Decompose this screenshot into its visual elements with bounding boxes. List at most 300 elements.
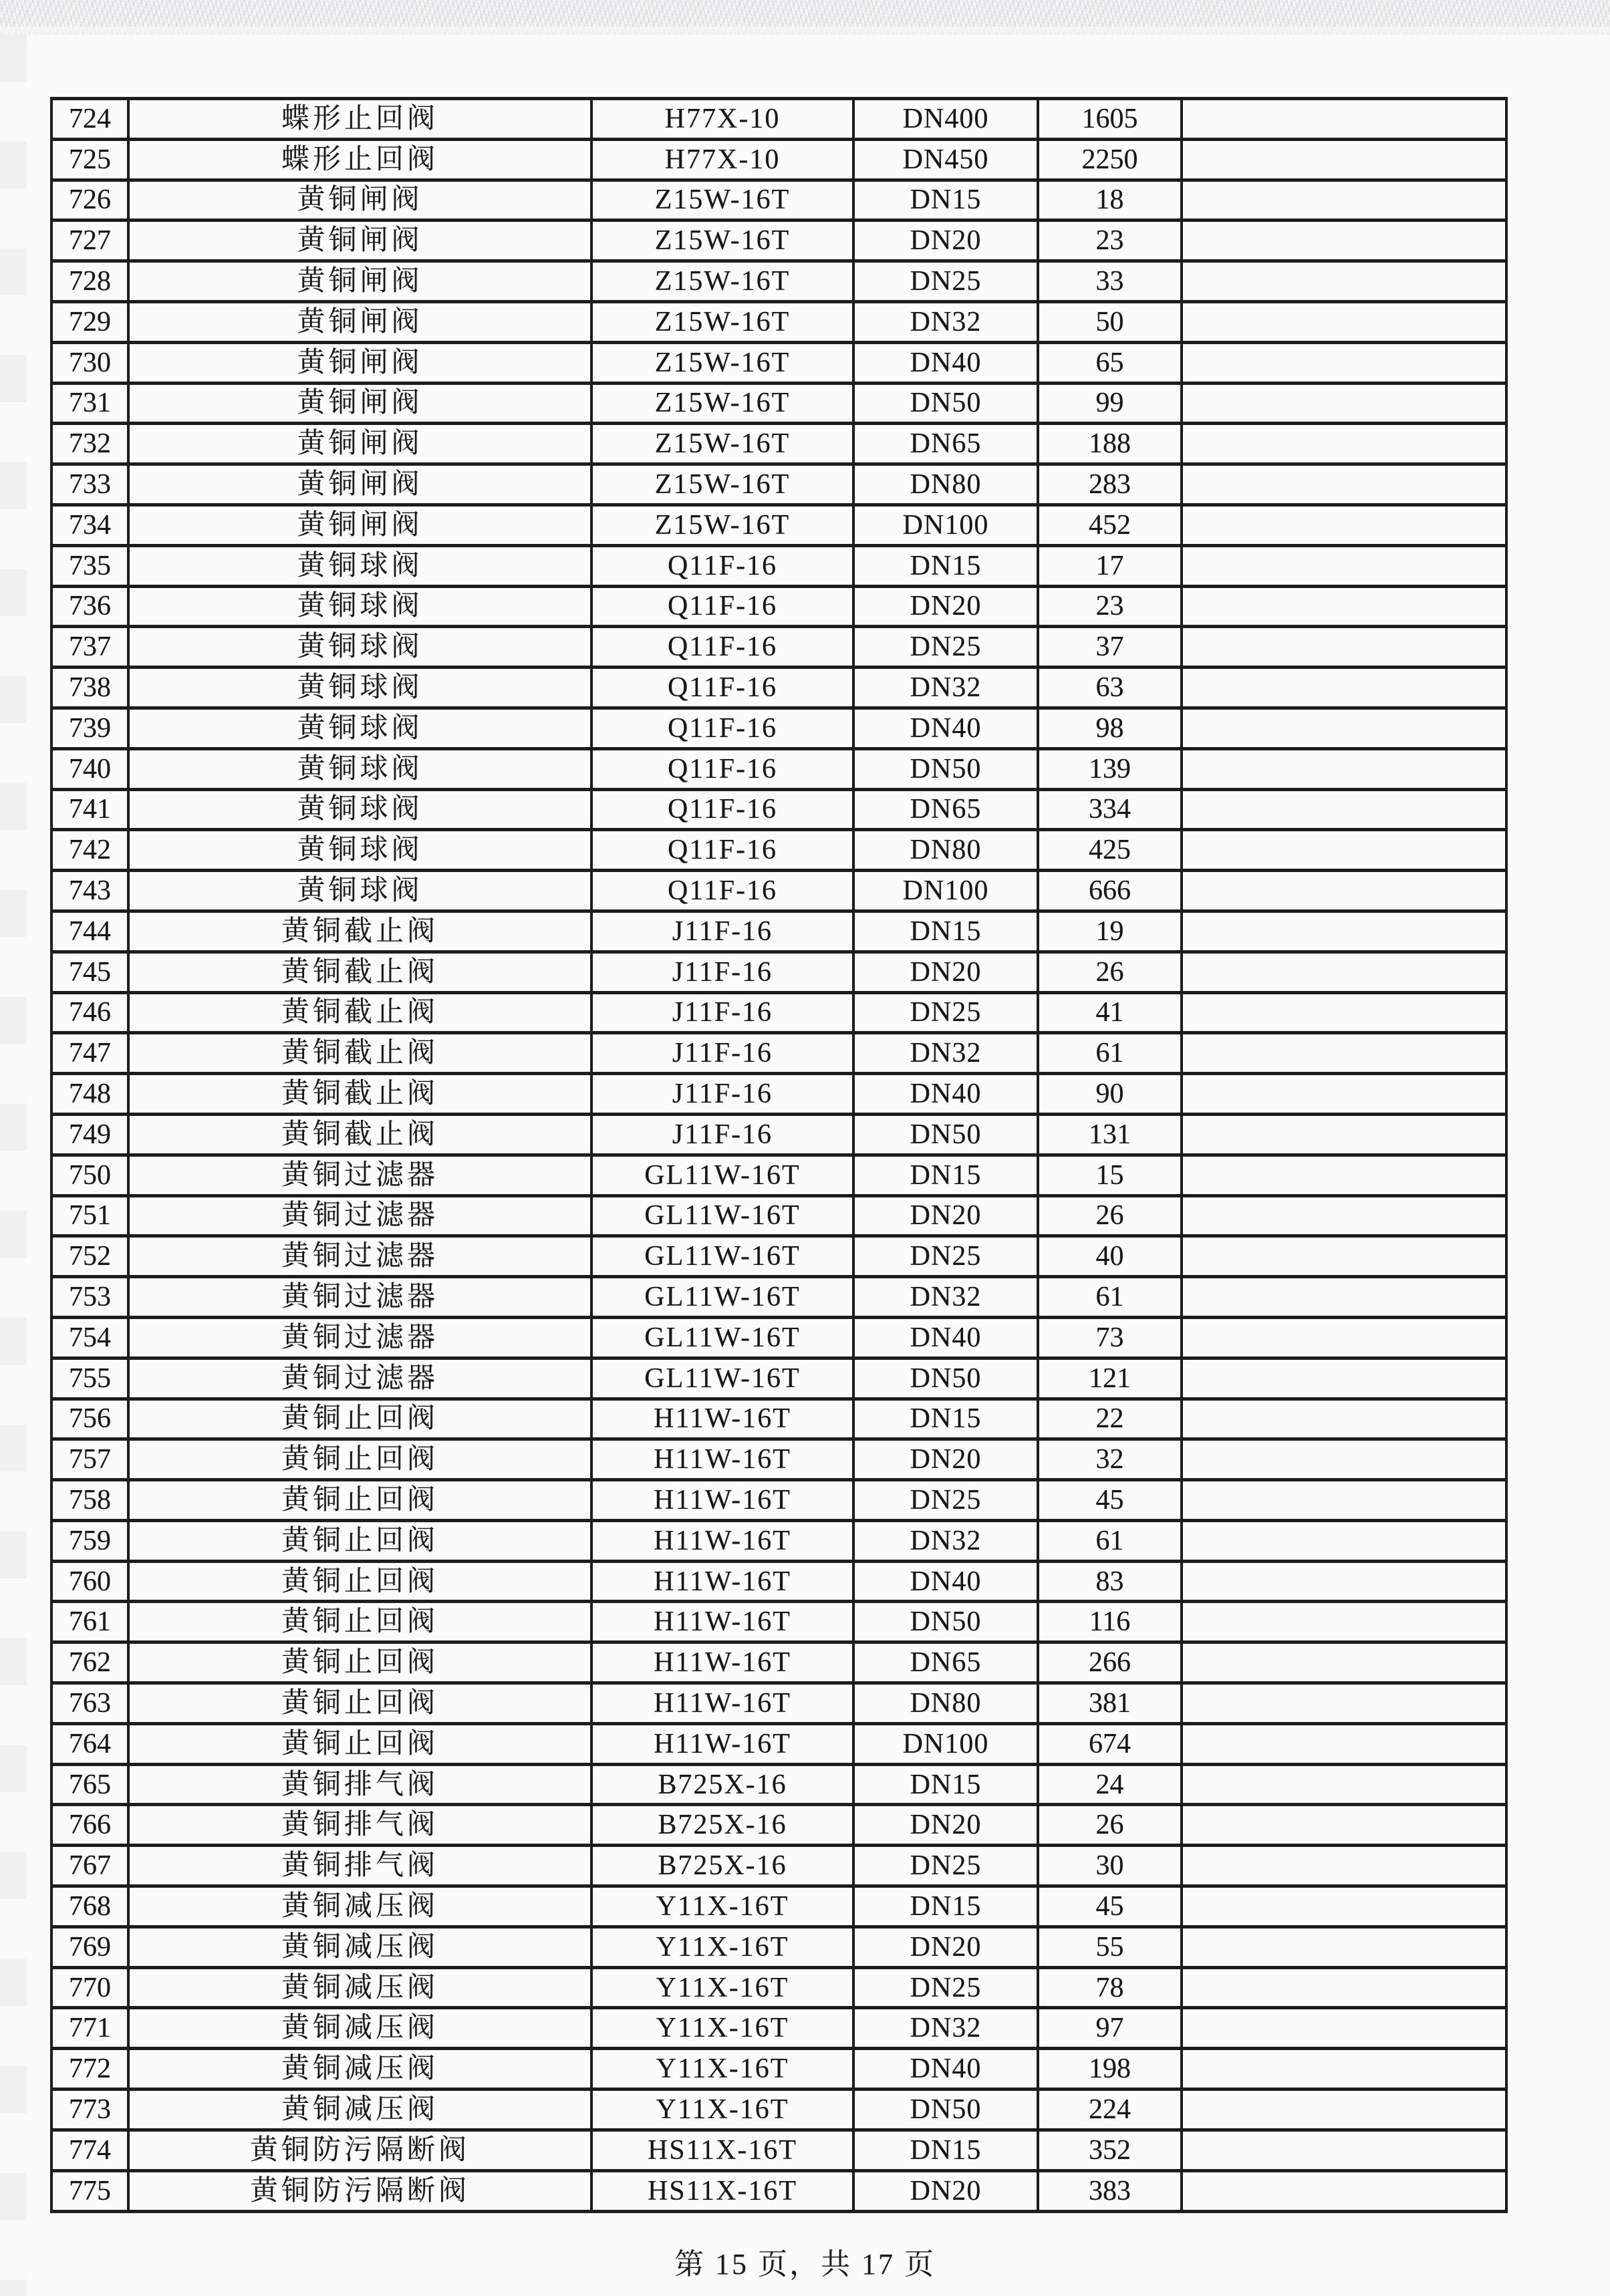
cell-name: 黄铜球阀 xyxy=(128,748,591,789)
cell-size: DN40 xyxy=(853,342,1038,383)
cell-name: 黄铜球阀 xyxy=(128,586,591,627)
cell-index: 735 xyxy=(51,545,128,586)
cell-index: 724 xyxy=(51,99,128,140)
cell-index: 729 xyxy=(51,301,128,342)
cell-name: 黄铜闸阀 xyxy=(128,301,591,342)
cell-name: 黄铜止回阀 xyxy=(128,1602,591,1642)
cell-model: J11F-16 xyxy=(591,952,853,992)
cell-model: Q11F-16 xyxy=(591,748,853,789)
table-row xyxy=(51,952,1506,992)
cell-name: 黄铜球阀 xyxy=(128,627,591,668)
cell-name: 黄铜过滤器 xyxy=(128,1358,591,1399)
cell-name: 黄铜止回阀 xyxy=(128,1520,591,1561)
price-table-body xyxy=(51,99,1506,2212)
cell-name: 黄铜闸阀 xyxy=(128,180,591,221)
cell-model: Y11X-16T xyxy=(591,2049,853,2090)
table-row xyxy=(51,1520,1506,1561)
cell-name: 蝶形止回阀 xyxy=(128,139,591,180)
cell-note xyxy=(1182,2008,1506,2049)
cell-index: 746 xyxy=(51,992,128,1033)
cell-model: B725X-16 xyxy=(591,1846,853,1886)
cell-size: DN32 xyxy=(853,2008,1038,2049)
cell-model: Y11X-16T xyxy=(591,2090,853,2130)
cell-index: 772 xyxy=(51,2049,128,2090)
page-footer: 第 15 页，共 17 页 xyxy=(674,2248,936,2281)
cell-model: GL11W-16T xyxy=(591,1236,853,1277)
cell-price: 50 xyxy=(1038,301,1182,342)
cell-price: 41 xyxy=(1038,992,1182,1033)
table-row xyxy=(51,2008,1506,2049)
cell-price: 26 xyxy=(1038,1805,1182,1846)
cell-model: Q11F-16 xyxy=(591,789,853,830)
cell-note xyxy=(1182,1074,1506,1115)
table-row xyxy=(51,1926,1506,1967)
cell-index: 749 xyxy=(51,1114,128,1155)
cell-name: 黄铜截止阀 xyxy=(128,1114,591,1155)
cell-index: 733 xyxy=(51,464,128,505)
cell-size: DN25 xyxy=(853,627,1038,668)
cell-name: 黄铜排气阀 xyxy=(128,1805,591,1846)
scan-artifact-top xyxy=(0,0,1610,35)
cell-model: HS11X-16T xyxy=(591,2170,853,2211)
cell-index: 775 xyxy=(51,2170,128,2211)
table-row xyxy=(51,1480,1506,1521)
cell-model: Q11F-16 xyxy=(591,708,853,748)
cell-note xyxy=(1182,952,1506,992)
cell-note xyxy=(1182,1805,1506,1846)
cell-name: 黄铜闸阀 xyxy=(128,261,591,302)
cell-note xyxy=(1182,1358,1506,1399)
cell-size: DN32 xyxy=(853,1277,1038,1318)
cell-index: 743 xyxy=(51,871,128,911)
table-row xyxy=(51,1805,1506,1846)
cell-size: DN40 xyxy=(853,1317,1038,1358)
cell-name: 黄铜球阀 xyxy=(128,830,591,871)
cell-model: J11F-16 xyxy=(591,1074,853,1115)
cell-model: GL11W-16T xyxy=(591,1277,853,1318)
table-row xyxy=(51,1399,1506,1439)
cell-index: 728 xyxy=(51,261,128,302)
cell-note xyxy=(1182,505,1506,545)
cell-size: DN80 xyxy=(853,830,1038,871)
cell-index: 761 xyxy=(51,1602,128,1642)
cell-name: 黄铜截止阀 xyxy=(128,1033,591,1074)
cell-size: DN100 xyxy=(853,505,1038,545)
cell-note xyxy=(1182,1886,1506,1927)
cell-name: 黄铜截止阀 xyxy=(128,952,591,992)
cell-price: 2250 xyxy=(1038,139,1182,180)
table-row xyxy=(51,383,1506,424)
cell-name: 黄铜减压阀 xyxy=(128,1926,591,1967)
cell-size: DN15 xyxy=(853,545,1038,586)
cell-name: 蝶形止回阀 xyxy=(128,99,591,140)
cell-name: 黄铜减压阀 xyxy=(128,2049,591,2090)
table-row xyxy=(51,1155,1506,1195)
cell-size: DN20 xyxy=(853,1926,1038,1967)
cell-model: Z15W-16T xyxy=(591,261,853,302)
cell-model: Q11F-16 xyxy=(591,830,853,871)
table-row xyxy=(51,1277,1506,1318)
cell-name: 黄铜球阀 xyxy=(128,871,591,911)
cell-index: 760 xyxy=(51,1561,128,1602)
cell-price: 63 xyxy=(1038,668,1182,708)
cell-price: 97 xyxy=(1038,2008,1182,2049)
table-row xyxy=(51,789,1506,830)
cell-size: DN100 xyxy=(853,871,1038,911)
cell-size: DN32 xyxy=(853,1520,1038,1561)
cell-index: 739 xyxy=(51,708,128,748)
cell-model: HS11X-16T xyxy=(591,2130,853,2170)
table-row xyxy=(51,1033,1506,1074)
cell-note xyxy=(1182,668,1506,708)
cell-price: 139 xyxy=(1038,748,1182,789)
cell-price: 45 xyxy=(1038,1886,1182,1927)
cell-price: 61 xyxy=(1038,1520,1182,1561)
cell-model: H11W-16T xyxy=(591,1520,853,1561)
cell-model: Z15W-16T xyxy=(591,424,853,464)
cell-index: 766 xyxy=(51,1805,128,1846)
cell-price: 224 xyxy=(1038,2090,1182,2130)
cell-model: H11W-16T xyxy=(591,1399,853,1439)
cell-name: 黄铜止回阀 xyxy=(128,1399,591,1439)
cell-price: 37 xyxy=(1038,627,1182,668)
cell-size: DN40 xyxy=(853,1561,1038,1602)
table-row xyxy=(51,261,1506,302)
cell-note xyxy=(1182,627,1506,668)
cell-size: DN50 xyxy=(853,1114,1038,1155)
cell-name: 黄铜减压阀 xyxy=(128,1967,591,2008)
cell-model: Z15W-16T xyxy=(591,221,853,261)
cell-index: 734 xyxy=(51,505,128,545)
cell-model: Q11F-16 xyxy=(591,586,853,627)
cell-price: 30 xyxy=(1038,1846,1182,1886)
table-row xyxy=(51,830,1506,871)
cell-note xyxy=(1182,180,1506,221)
cell-index: 731 xyxy=(51,383,128,424)
cell-index: 757 xyxy=(51,1439,128,1480)
cell-index: 738 xyxy=(51,668,128,708)
cell-size: DN40 xyxy=(853,2049,1038,2090)
cell-price: 61 xyxy=(1038,1277,1182,1318)
cell-price: 65 xyxy=(1038,342,1182,383)
cell-size: DN20 xyxy=(853,221,1038,261)
cell-index: 774 xyxy=(51,2130,128,2170)
cell-name: 黄铜闸阀 xyxy=(128,424,591,464)
cell-note xyxy=(1182,830,1506,871)
cell-note xyxy=(1182,1561,1506,1602)
cell-note xyxy=(1182,911,1506,952)
table-row xyxy=(51,1846,1506,1886)
cell-price: 266 xyxy=(1038,1642,1182,1683)
cell-model: H11W-16T xyxy=(591,1439,853,1480)
cell-model: GL11W-16T xyxy=(591,1358,853,1399)
cell-price: 383 xyxy=(1038,2170,1182,2211)
cell-index: 768 xyxy=(51,1886,128,1927)
cell-name: 黄铜球阀 xyxy=(128,789,591,830)
cell-price: 61 xyxy=(1038,1033,1182,1074)
cell-note xyxy=(1182,1439,1506,1480)
cell-price: 73 xyxy=(1038,1317,1182,1358)
cell-price: 55 xyxy=(1038,1926,1182,1967)
cell-price: 19 xyxy=(1038,911,1182,952)
cell-note xyxy=(1182,139,1506,180)
table-row xyxy=(51,221,1506,261)
cell-model: Q11F-16 xyxy=(591,871,853,911)
cell-size: DN40 xyxy=(853,708,1038,748)
cell-note xyxy=(1182,424,1506,464)
cell-note xyxy=(1182,708,1506,748)
cell-index: 754 xyxy=(51,1317,128,1358)
cell-name: 黄铜过滤器 xyxy=(128,1317,591,1358)
cell-price: 40 xyxy=(1038,1236,1182,1277)
table-row xyxy=(51,992,1506,1033)
cell-model: H11W-16T xyxy=(591,1480,853,1521)
cell-index: 744 xyxy=(51,911,128,952)
cell-note xyxy=(1182,1033,1506,1074)
cell-index: 758 xyxy=(51,1480,128,1521)
cell-model: Z15W-16T xyxy=(591,383,853,424)
cell-name: 黄铜过滤器 xyxy=(128,1236,591,1277)
cell-size: DN50 xyxy=(853,748,1038,789)
cell-size: DN80 xyxy=(853,464,1038,505)
table-row xyxy=(51,342,1506,383)
cell-note xyxy=(1182,2090,1506,2130)
cell-price: 33 xyxy=(1038,261,1182,302)
cell-index: 753 xyxy=(51,1277,128,1318)
cell-name: 黄铜球阀 xyxy=(128,668,591,708)
table-row xyxy=(51,708,1506,748)
cell-note xyxy=(1182,1317,1506,1358)
cell-price: 24 xyxy=(1038,1764,1182,1805)
cell-model: Z15W-16T xyxy=(591,180,853,221)
cell-note xyxy=(1182,992,1506,1033)
cell-name: 黄铜闸阀 xyxy=(128,383,591,424)
cell-name: 黄铜闸阀 xyxy=(128,464,591,505)
cell-price: 90 xyxy=(1038,1074,1182,1115)
cell-name: 黄铜防污隔断阀 xyxy=(128,2170,591,2211)
cell-price: 334 xyxy=(1038,789,1182,830)
cell-model: GL11W-16T xyxy=(591,1317,853,1358)
cell-index: 751 xyxy=(51,1195,128,1236)
cell-model: Z15W-16T xyxy=(591,505,853,545)
cell-size: DN25 xyxy=(853,1967,1038,2008)
cell-price: 188 xyxy=(1038,424,1182,464)
cell-index: 756 xyxy=(51,1399,128,1439)
cell-name: 黄铜球阀 xyxy=(128,708,591,748)
cell-name: 黄铜球阀 xyxy=(128,545,591,586)
cell-price: 45 xyxy=(1038,1480,1182,1521)
cell-index: 745 xyxy=(51,952,128,992)
cell-name: 黄铜止回阀 xyxy=(128,1642,591,1683)
cell-size: DN25 xyxy=(853,1236,1038,1277)
cell-model: Z15W-16T xyxy=(591,301,853,342)
cell-note xyxy=(1182,1236,1506,1277)
table-row xyxy=(51,1317,1506,1358)
cell-size: DN15 xyxy=(853,1764,1038,1805)
cell-name: 黄铜减压阀 xyxy=(128,1886,591,1927)
cell-index: 759 xyxy=(51,1520,128,1561)
cell-name: 黄铜过滤器 xyxy=(128,1155,591,1195)
cell-price: 452 xyxy=(1038,505,1182,545)
table-row xyxy=(51,1439,1506,1480)
cell-model: Y11X-16T xyxy=(591,1967,853,2008)
price-table xyxy=(50,97,1508,2213)
table-row xyxy=(51,545,1506,586)
cell-index: 770 xyxy=(51,1967,128,2008)
cell-model: J11F-16 xyxy=(591,1033,853,1074)
cell-model: Y11X-16T xyxy=(591,1886,853,1927)
cell-index: 755 xyxy=(51,1358,128,1399)
cell-note xyxy=(1182,1480,1506,1521)
cell-model: GL11W-16T xyxy=(591,1195,853,1236)
cell-model: Z15W-16T xyxy=(591,464,853,505)
cell-note xyxy=(1182,1683,1506,1724)
cell-note xyxy=(1182,2049,1506,2090)
cell-price: 23 xyxy=(1038,586,1182,627)
table-row xyxy=(51,1642,1506,1683)
cell-size: DN15 xyxy=(853,911,1038,952)
table-row xyxy=(51,1764,1506,1805)
cell-model: Y11X-16T xyxy=(591,2008,853,2049)
cell-name: 黄铜止回阀 xyxy=(128,1439,591,1480)
cell-model: B725X-16 xyxy=(591,1764,853,1805)
cell-size: DN25 xyxy=(853,1846,1038,1886)
cell-size: DN450 xyxy=(853,139,1038,180)
cell-name: 黄铜闸阀 xyxy=(128,505,591,545)
table-row xyxy=(51,1358,1506,1399)
cell-note xyxy=(1182,789,1506,830)
cell-size: DN50 xyxy=(853,383,1038,424)
cell-index: 726 xyxy=(51,180,128,221)
table-row xyxy=(51,668,1506,708)
cell-index: 752 xyxy=(51,1236,128,1277)
cell-price: 352 xyxy=(1038,2130,1182,2170)
cell-size: DN15 xyxy=(853,1399,1038,1439)
table-row xyxy=(51,505,1506,545)
cell-note xyxy=(1182,1399,1506,1439)
cell-name: 黄铜止回阀 xyxy=(128,1480,591,1521)
cell-note xyxy=(1182,1602,1506,1642)
table-row xyxy=(51,586,1506,627)
cell-price: 26 xyxy=(1038,1195,1182,1236)
cell-model: Q11F-16 xyxy=(591,668,853,708)
cell-price: 121 xyxy=(1038,1358,1182,1399)
table-row xyxy=(51,2130,1506,2170)
cell-name: 黄铜减压阀 xyxy=(128,2008,591,2049)
cell-price: 78 xyxy=(1038,1967,1182,2008)
cell-price: 15 xyxy=(1038,1155,1182,1195)
cell-model: H77X-10 xyxy=(591,99,853,140)
cell-price: 18 xyxy=(1038,180,1182,221)
cell-index: 741 xyxy=(51,789,128,830)
cell-note xyxy=(1182,342,1506,383)
cell-name: 黄铜排气阀 xyxy=(128,1764,591,1805)
cell-note xyxy=(1182,1764,1506,1805)
cell-index: 767 xyxy=(51,1846,128,1886)
cell-note xyxy=(1182,1195,1506,1236)
cell-index: 769 xyxy=(51,1926,128,1967)
table-row xyxy=(51,2049,1506,2090)
table-row xyxy=(51,1723,1506,1764)
cell-name: 黄铜止回阀 xyxy=(128,1723,591,1764)
cell-note xyxy=(1182,99,1506,140)
cell-model: Y11X-16T xyxy=(591,1926,853,1967)
cell-index: 765 xyxy=(51,1764,128,1805)
cell-index: 725 xyxy=(51,139,128,180)
cell-note xyxy=(1182,221,1506,261)
cell-size: DN40 xyxy=(853,1074,1038,1115)
table-row xyxy=(51,1236,1506,1277)
table-row xyxy=(51,748,1506,789)
cell-size: DN15 xyxy=(853,1886,1038,1927)
cell-note xyxy=(1182,586,1506,627)
cell-size: DN50 xyxy=(853,2090,1038,2130)
cell-note xyxy=(1182,1114,1506,1155)
table-row xyxy=(51,2170,1506,2211)
cell-name: 黄铜截止阀 xyxy=(128,992,591,1033)
cell-price: 17 xyxy=(1038,545,1182,586)
table-row xyxy=(51,1195,1506,1236)
cell-note xyxy=(1182,383,1506,424)
cell-model: H11W-16T xyxy=(591,1723,853,1764)
cell-model: Q11F-16 xyxy=(591,545,853,586)
cell-model: H11W-16T xyxy=(591,1642,853,1683)
cell-name: 黄铜闸阀 xyxy=(128,342,591,383)
cell-index: 732 xyxy=(51,424,128,464)
cell-index: 762 xyxy=(51,1642,128,1683)
cell-name: 黄铜过滤器 xyxy=(128,1195,591,1236)
cell-note xyxy=(1182,1277,1506,1318)
cell-model: H11W-16T xyxy=(591,1561,853,1602)
cell-size: DN65 xyxy=(853,1642,1038,1683)
cell-index: 742 xyxy=(51,830,128,871)
cell-size: DN50 xyxy=(853,1602,1038,1642)
cell-model: J11F-16 xyxy=(591,1114,853,1155)
cell-price: 674 xyxy=(1038,1723,1182,1764)
cell-price: 283 xyxy=(1038,464,1182,505)
table-row xyxy=(51,1967,1506,2008)
cell-note xyxy=(1182,1520,1506,1561)
cell-note xyxy=(1182,871,1506,911)
cell-index: 764 xyxy=(51,1723,128,1764)
cell-name: 黄铜减压阀 xyxy=(128,2090,591,2130)
table-row xyxy=(51,1074,1506,1115)
cell-name: 黄铜止回阀 xyxy=(128,1561,591,1602)
cell-price: 22 xyxy=(1038,1399,1182,1439)
cell-price: 425 xyxy=(1038,830,1182,871)
cell-note xyxy=(1182,545,1506,586)
cell-price: 1605 xyxy=(1038,99,1182,140)
scan-artifact-left xyxy=(0,35,27,2296)
table-row xyxy=(51,139,1506,180)
table-row xyxy=(51,2090,1506,2130)
cell-name: 黄铜截止阀 xyxy=(128,1074,591,1115)
cell-price: 23 xyxy=(1038,221,1182,261)
cell-model: GL11W-16T xyxy=(591,1155,853,1195)
cell-price: 116 xyxy=(1038,1602,1182,1642)
cell-note xyxy=(1182,301,1506,342)
cell-size: DN65 xyxy=(853,789,1038,830)
table-row xyxy=(51,301,1506,342)
cell-note xyxy=(1182,1846,1506,1886)
cell-price: 99 xyxy=(1038,383,1182,424)
cell-model: H77X-10 xyxy=(591,139,853,180)
cell-name: 黄铜闸阀 xyxy=(128,221,591,261)
cell-note xyxy=(1182,2170,1506,2211)
table-row xyxy=(51,871,1506,911)
cell-price: 83 xyxy=(1038,1561,1182,1602)
cell-name: 黄铜防污隔断阀 xyxy=(128,2130,591,2170)
